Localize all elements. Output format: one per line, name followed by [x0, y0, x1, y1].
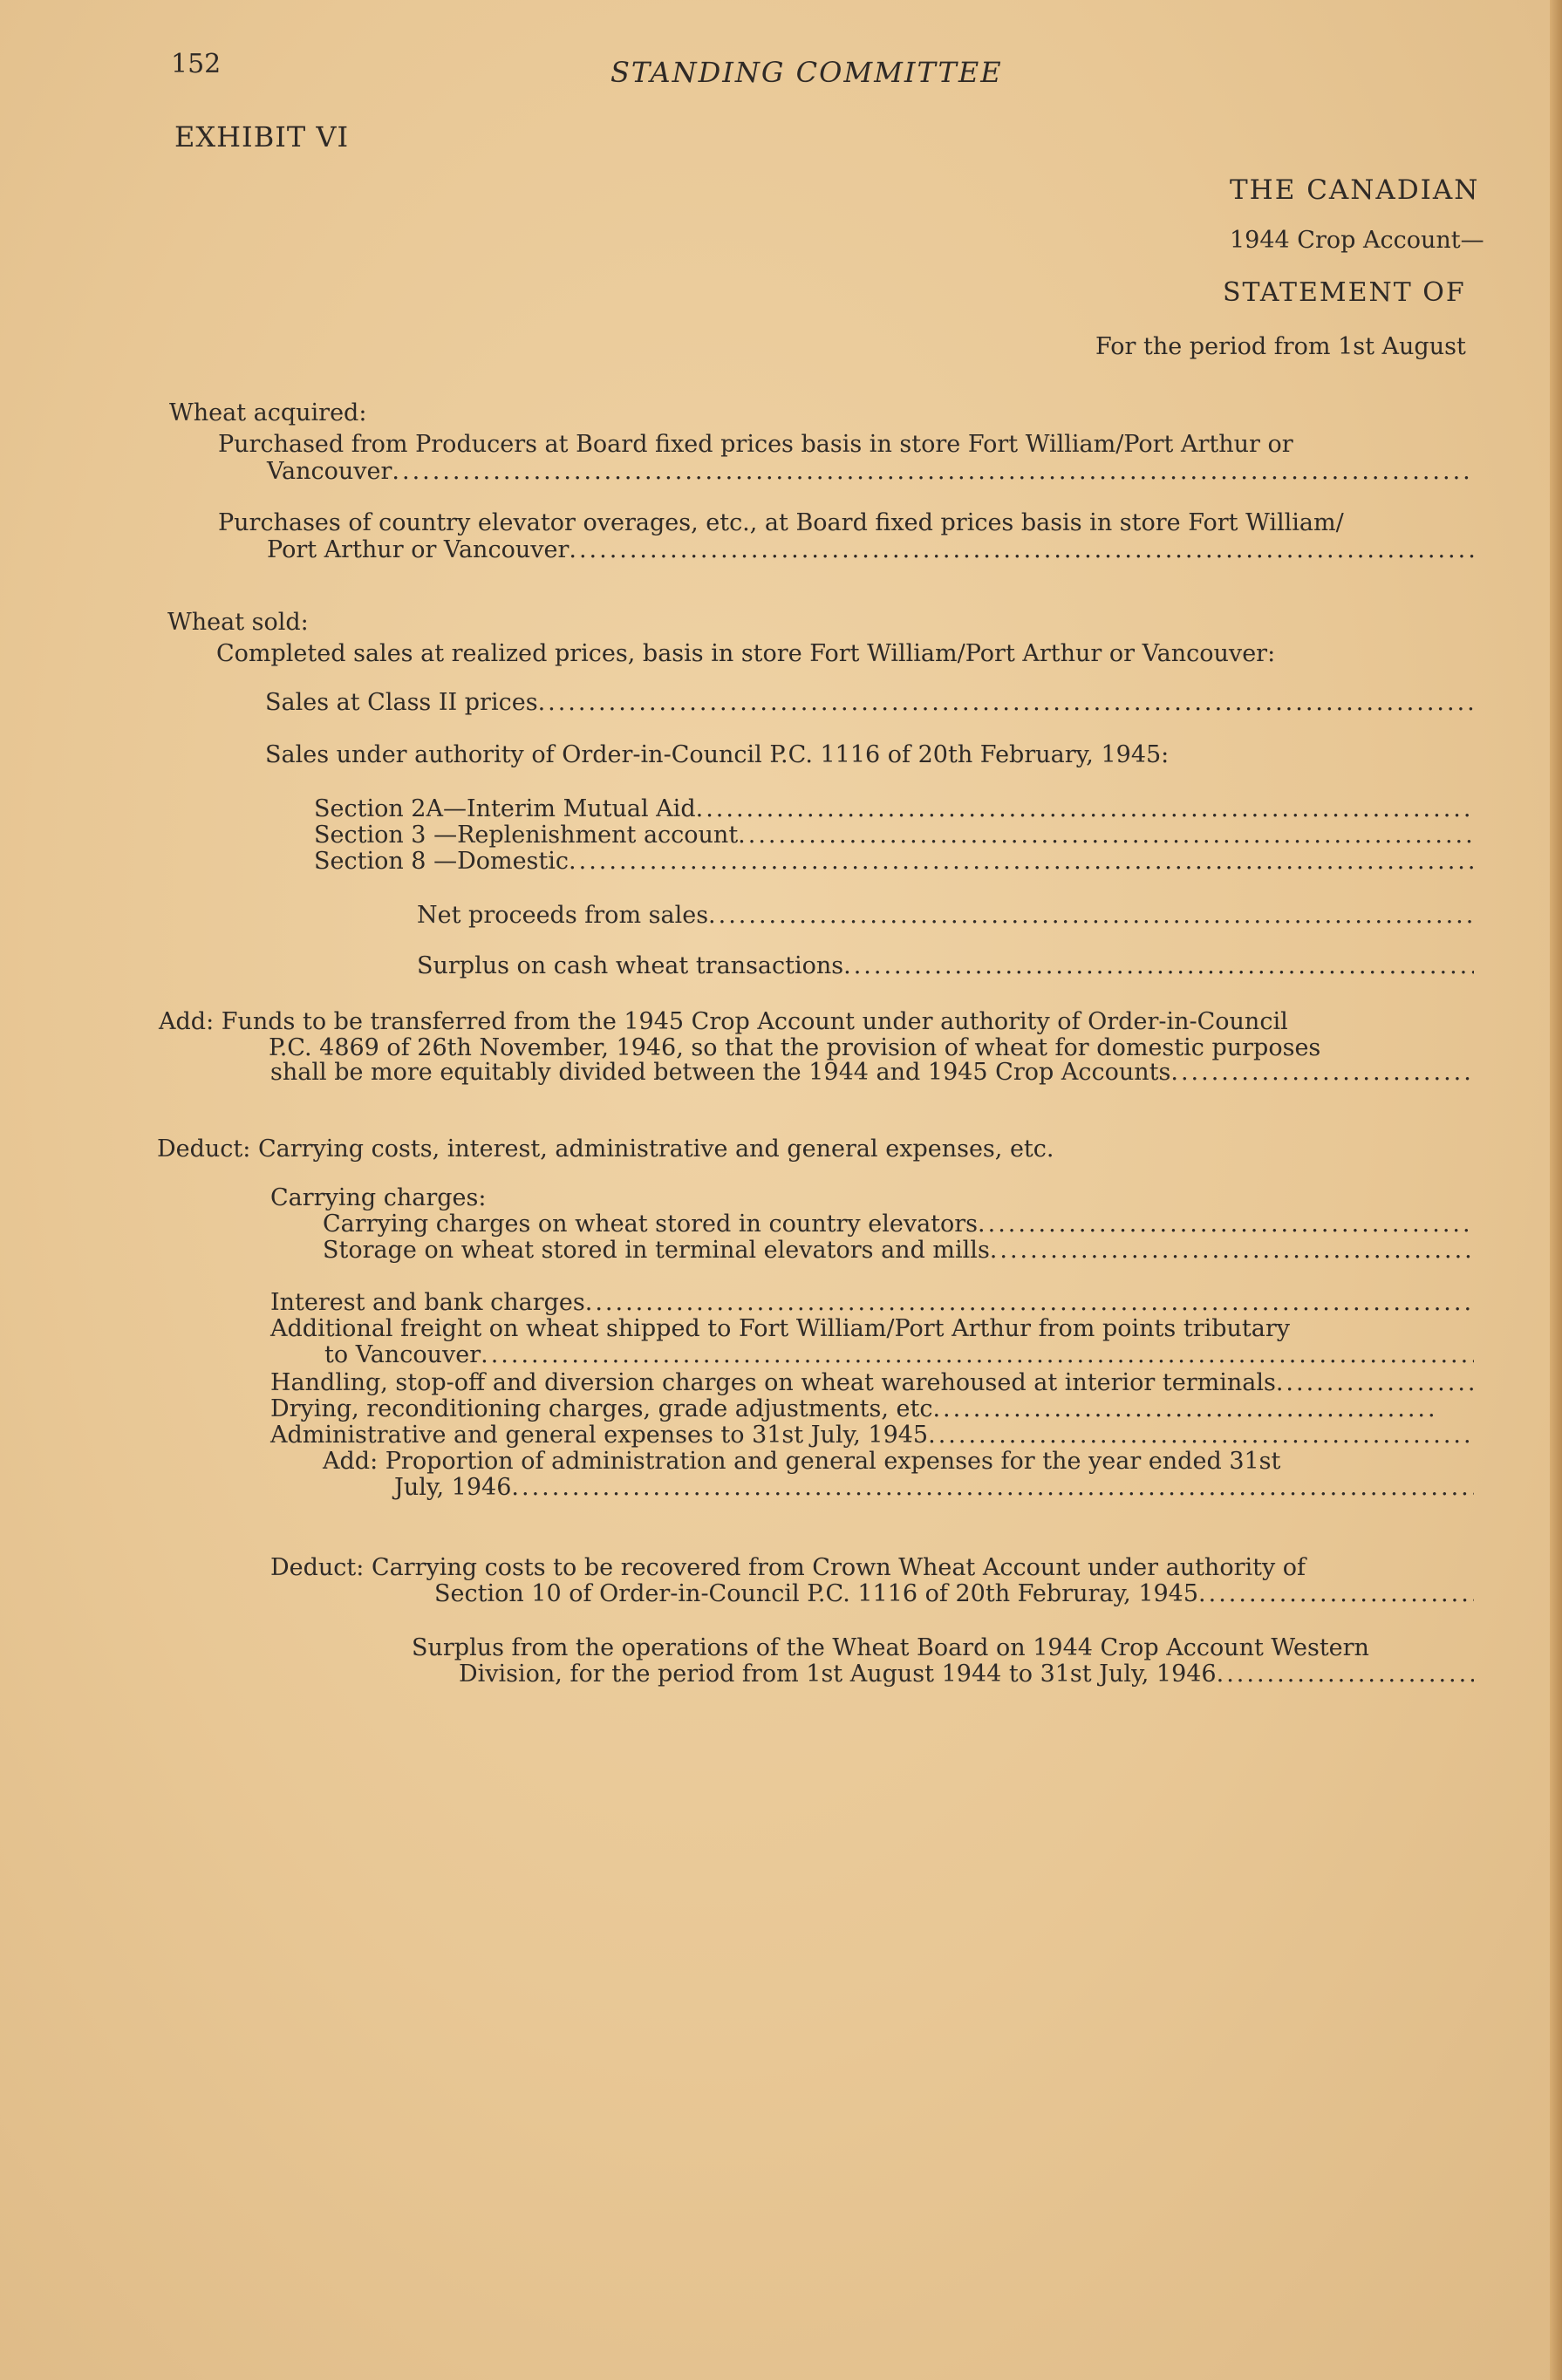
acquired-item2-line1: Purchases of country elevator overages, etc., at Board fixed prices basis in store Fort William/: [218, 509, 1344, 536]
page-number: 152: [171, 49, 222, 79]
acquired-item2-text: Port Arthur or Vancouver: [267, 536, 570, 563]
sold-section-8: [314, 848, 1474, 875]
carrying-terminal-storage-text: Storage on wheat stored in terminal elevators and mills: [323, 1237, 990, 1264]
leader-dots: [1170, 1059, 1474, 1086]
leader-dots: [843, 952, 1474, 979]
sold-net-proceeds: [417, 902, 1474, 929]
sold-surplus-cash: [417, 952, 1474, 979]
carrying-heading: Carrying charges:: [270, 1184, 487, 1211]
carrying-terminal-storage: [323, 1237, 1474, 1264]
sold-completed: Completed sales at realized prices, basis in store Fort William/Port Arthur or Vancouver:: [216, 640, 1276, 667]
admin-expenses: [270, 1422, 1474, 1449]
recovery-line-2-text: Section 10 of Order-in-Council P.C. 1116 of 20th Februray, 1945: [434, 1580, 1199, 1607]
add-line-1: Add: Funds to be transferred from the 1945 Crop Account under authority of Order-in-Council: [159, 1008, 1288, 1035]
sold-class2: [265, 689, 1474, 716]
freight-line-1: Additional freight on wheat shipped to Fort William/Port Arthur from points tributary: [270, 1315, 1291, 1342]
page-edge: [1550, 0, 1562, 2380]
acquired-item1-line2: [267, 458, 1474, 485]
interest-charges-text: Interest and bank charges: [270, 1289, 585, 1316]
surplus-line-1: Surplus from the operations of the Wheat Board on 1944 Crop Account Western: [412, 1634, 1369, 1661]
handling-charges: [270, 1369, 1474, 1396]
interest-charges: [270, 1289, 1474, 1316]
leader-dots: [932, 1395, 1439, 1422]
leader-dots: [392, 458, 1474, 485]
title-line-1: THE CANADIAN: [1230, 174, 1480, 206]
acquired-item2-line2: [267, 536, 1474, 563]
acquired-heading: Wheat acquired:: [169, 399, 367, 426]
leader-dots: [1198, 1580, 1474, 1607]
recovery-line-1: Deduct: Carrying costs to be recovered from Crown Wheat Account under authority of: [270, 1554, 1306, 1581]
sold-surplus-cash-text: Surplus on cash wheat transactions: [417, 952, 844, 979]
leader-dots: [511, 1474, 1474, 1501]
freight-line-2: [324, 1341, 1474, 1368]
add-line-2: P.C. 4869 of 26th November, 1946, so that the provision of wheat for domestic purposes: [269, 1034, 1321, 1061]
running-head: STANDING COMMITTEE: [610, 56, 1003, 89]
exhibit-label: EXHIBIT VI: [174, 120, 350, 153]
title-line-3: STATEMENT OF: [1223, 277, 1466, 308]
leader-dots: [569, 536, 1474, 563]
sold-section-3: [314, 822, 1474, 849]
surplus-line-2: [459, 1661, 1474, 1688]
carrying-country-elevators-text: Carrying charges on wheat stored in country elevators: [323, 1210, 979, 1238]
admin-expenses-text: Administrative and general expenses to 31st July, 1945: [270, 1422, 929, 1449]
deduct-heading: Deduct: Carrying costs, interest, administrative and general expenses, etc.: [157, 1135, 1054, 1163]
leader-dots: [569, 848, 1474, 875]
leader-dots: [978, 1210, 1474, 1238]
leader-dots: [738, 822, 1474, 849]
sold-heading: Wheat sold:: [167, 609, 309, 636]
leader-dots: [990, 1237, 1474, 1264]
leader-dots: [928, 1422, 1474, 1449]
add-line-3: [270, 1059, 1474, 1086]
sold-section-8-text: Section 8 —Domestic: [314, 848, 570, 875]
drying-charges-text: Drying, reconditioning charges, grade adjustments, etc: [270, 1395, 933, 1422]
proportion-line-2: [394, 1474, 1474, 1501]
surplus-line-2-text: Division, for the period from 1st August 1944 to 31st July, 1946: [459, 1661, 1217, 1688]
leader-dots: [585, 1289, 1474, 1316]
sold-section-2a-text: Section 2A—Interim Mutual Aid: [314, 795, 696, 822]
recovery-line-2: [434, 1580, 1474, 1607]
carrying-country-elevators: [323, 1210, 1474, 1238]
freight-line-2-text: to Vancouver: [324, 1341, 481, 1368]
title-line-4: For the period from 1st August: [1095, 333, 1466, 360]
sold-section-2a: [314, 795, 1474, 822]
acquired-item1-line1: Purchased from Producers at Board fixed prices basis in store Fort William/Port Arthur or: [218, 431, 1293, 458]
handling-charges-text: Handling, stop-off and diversion charges on wheat warehoused at interior terminals: [270, 1369, 1276, 1396]
leader-dots: [696, 795, 1474, 822]
sold-order-heading: Sales under authority of Order-in-Council P.C. 1116 of 20th February, 1945:: [265, 741, 1170, 768]
drying-charges: [270, 1395, 1439, 1422]
leader-dots: [1217, 1661, 1474, 1688]
leader-dots: [538, 689, 1474, 716]
add-line-3-text: shall be more equitably divided between the 1944 and 1945 Crop Accounts: [270, 1059, 1171, 1086]
sold-section-3-text: Section 3 —Replenishment account: [314, 822, 739, 849]
sold-net-proceeds-text: Net proceeds from sales: [417, 902, 709, 929]
sold-class2-text: Sales at Class II prices: [265, 689, 538, 716]
acquired-item1-text: Vancouver: [267, 458, 392, 485]
title-line-2: 1944 Crop Account—: [1230, 227, 1484, 254]
proportion-line-1: Add: Proportion of administration and general expenses for the year ended 31st: [323, 1448, 1281, 1475]
leader-dots: [481, 1341, 1474, 1368]
proportion-line-2-text: July, 1946: [394, 1474, 512, 1501]
leader-dots: [708, 902, 1474, 929]
leader-dots: [1276, 1369, 1474, 1396]
